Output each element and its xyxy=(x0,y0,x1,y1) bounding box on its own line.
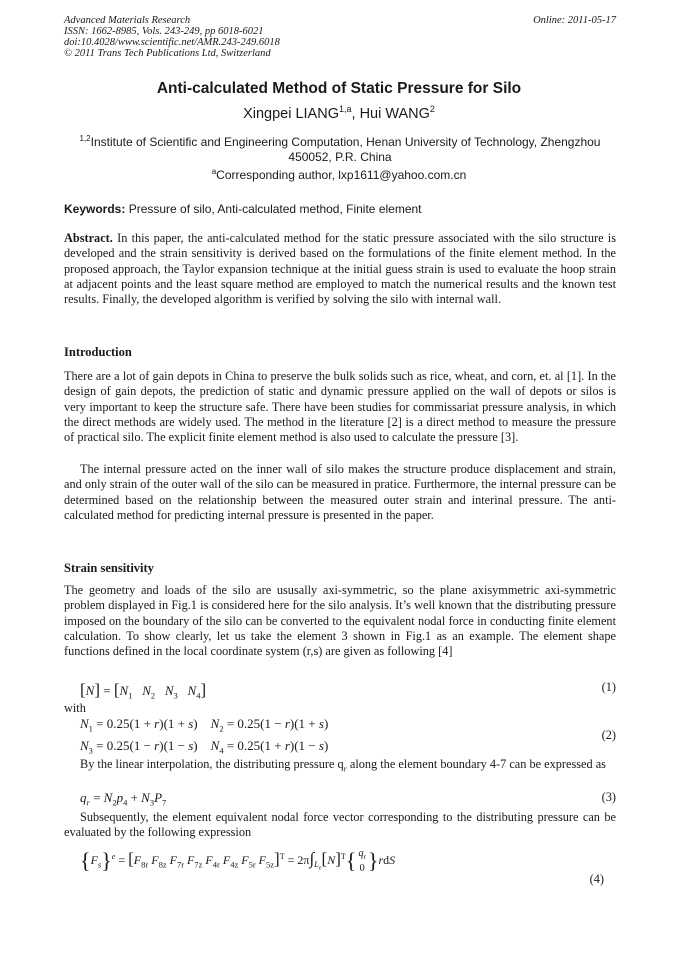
author-separator: , xyxy=(351,105,360,122)
strain-paragraph-1: The geometry and loads of the silo are ususally axi-symmetric, so the plane axisymmetric axi-symmetric problem displayed in Fig.1 is considered here for the silo analysis. It’s well known that the distributing pressure imposed on the boundary of the silo can be converted to the equivalent nodal force in conducting finite element calculation. To show clearly, let us take the element 3 shown in Fig.1 as an example. The element shape functions defined in the local coordinate system (r,s) are given as following [4] xyxy=(64,583,616,659)
paper-title: Anti-calculated Method of Static Pressure for Silo xyxy=(156,80,522,97)
journal-header xyxy=(64,15,616,59)
online-date: Online: 2011-05-17 xyxy=(533,15,616,26)
introduction-paragraph-2: The internal pressure acted on the inner wall of silo makes the structure produce displacement and strain, and only strain of the outer wall of the silo can be measured in pratice. Furthermore, the internal pressure can be determined based on the relationship between the measured outer strain and interinal pressure. The anti-calculated method for predicting internal pressure is presented in the paper. xyxy=(64,462,616,522)
equation-3 xyxy=(64,790,616,808)
equation-1 xyxy=(64,680,616,701)
strain-paragraph-2-text: By the linear interpolation, the distributing pressure q xyxy=(80,757,344,771)
keywords-label: Keywords: xyxy=(64,202,126,216)
copyright-line: © 2011 Trans Tech Publications Ltd, Switzerland xyxy=(64,48,271,59)
strain-paragraph-2-sub: r xyxy=(343,764,347,774)
equation-2-number: (2) xyxy=(601,728,616,742)
equation-4 xyxy=(64,848,616,888)
author-1: Xingpei LIANG xyxy=(243,105,339,122)
abstract xyxy=(64,231,616,307)
affiliation-sup: 1,2 xyxy=(79,134,91,143)
strain-paragraph-2 xyxy=(64,757,616,777)
affiliation-text: Institute of Scientific and Engineering Computation, Henan University of Technology, Zhengzhou 450052, P.R. China xyxy=(90,135,601,164)
equation-4-number: (4) xyxy=(589,872,604,886)
equation-2 xyxy=(64,716,616,756)
strain-sensitivity-heading: Strain sensitivity xyxy=(64,561,154,575)
author-2: Hui WANG xyxy=(359,105,430,122)
with-text: with xyxy=(64,701,86,715)
authors-line xyxy=(0,104,678,122)
keywords xyxy=(64,202,616,216)
equation-4-body: $\{F_s\}^e = [F_{8r}$ $F_{8z}$ $F_{7r}$ $F_{7z}$ $F_{4r}$ $F_{4z}$ $F_{5r}$ $F_{5z}]^T = 2\pi\int_{L_e}[N]^T${ $q_r$ 0 }rdS xyxy=(80,848,396,875)
author-2-sup: 2 xyxy=(429,104,435,114)
introduction-heading: Introduction xyxy=(64,345,132,359)
equation-1-number: (1) xyxy=(601,680,616,694)
corresponding-text: Corresponding author, lxp1611@yahoo.com.cn xyxy=(216,168,467,182)
equation-1-body: $[N] = [N_1$ $N_2$ $N_3$ $N_4$] xyxy=(80,680,207,701)
equation-3-number: (3) xyxy=(601,790,616,804)
equation-3-body: $q_r = N_2p_4 + N_3P_7$ xyxy=(80,790,167,808)
doi-line: doi:10.4028/www.scientific.net/AMR.243-249.6018 xyxy=(64,37,280,48)
equation-2-line-1: $N_1 = 0.25(1 + r)(1 + s)$ $N_2 = 0.25(1 - r)(1 + s)$ xyxy=(80,716,329,734)
corresponding-sup: a xyxy=(211,167,217,176)
abstract-text: In this paper, the anti-calculated method for the static pressure associated with the silo structure is developed and the strain sensitivity is derived based on the formulations of the finite element method. In the proposed approach, the Taylor expansion technique at the initial guess strain is used to evaluate the hoop strain at adjacent points and the least square method are employed to match the numerical results and the known test results. Finally, the developed algorithm is verified by solving the silo with internal wall. xyxy=(64,231,616,307)
introduction-paragraph-1: There are a lot of gain depots in China to preserve the bulk solids such as rice, wheat, and corn, et. al [1]. In the design of gain depots, the prediction of static and dynamic pressure applied on the wall of depots or silos is very important to keep the structure safe. There have been studies for commissariat pressure analysis, in which the direct methods are widely used. The method in the literature [2] is a direct method to measure the pressure of practical silo. The explicit finite element method is also used to calculate the pressure [3]. xyxy=(64,369,616,445)
equation-2-line-2: $N_3 = 0.25(1 - r)(1 - s)$ $N_4 = 0.25(1 + r)(1 - s)$ xyxy=(80,738,329,756)
abstract-label: Abstract. xyxy=(64,231,113,245)
strain-paragraph-2-rest: along the element boundary 4-7 can be expressed as xyxy=(346,757,606,771)
journal-name: Advanced Materials Research xyxy=(64,15,191,26)
keywords-text: Pressure of silo, Anti-calculated method, Finite element xyxy=(125,202,422,216)
strain-paragraph-3: Subsequently, the element equivalent nodal force vector corresponding to the distributing pressure can be evaluated by the following expression xyxy=(64,810,616,840)
author-1-sup: 1,a xyxy=(338,104,352,114)
affiliation xyxy=(64,131,616,165)
corresponding-author xyxy=(0,167,678,182)
issn-line: ISSN: 1662-8985, Vols. 243-249, pp 6018-6021 xyxy=(64,26,264,37)
